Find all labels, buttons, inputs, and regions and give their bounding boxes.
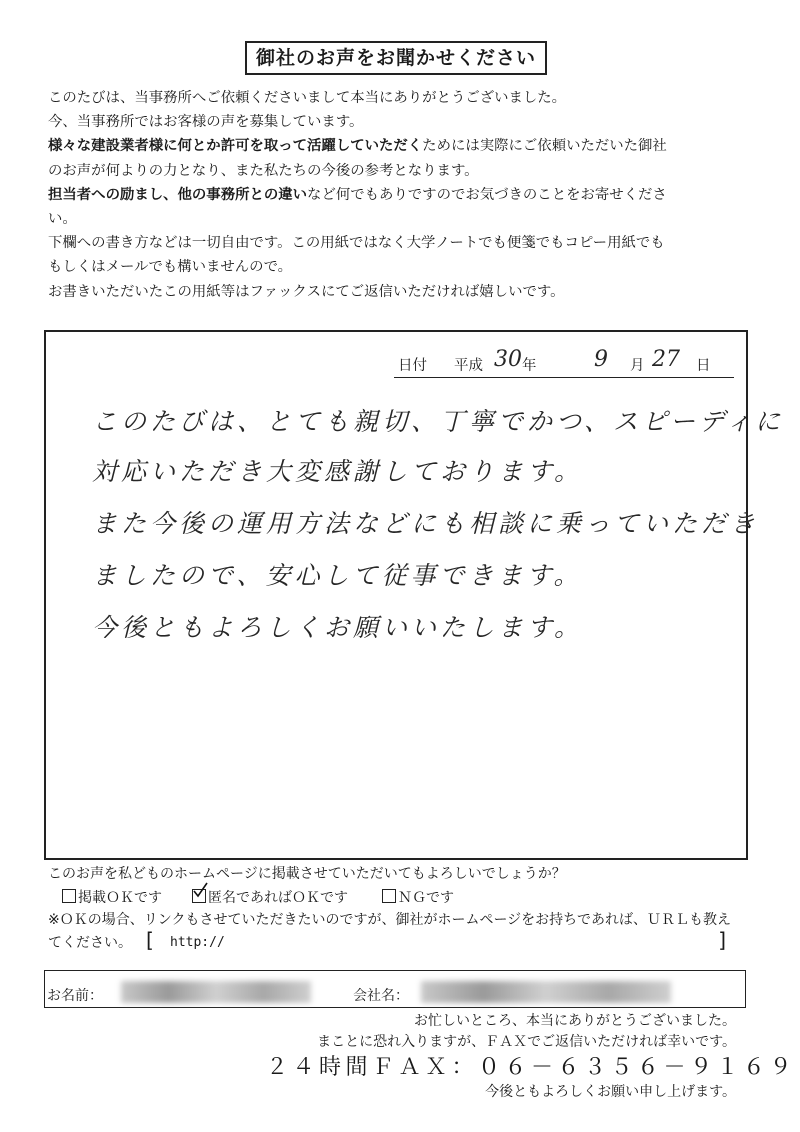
intro-line: い。 (48, 211, 77, 228)
footer-request: まことに恐れ入りますが、ＦＡＸでご返信いただければ幸いです。 (317, 1034, 736, 1050)
company-label: 会社名： (353, 988, 409, 1004)
date-year-unit: 年 (522, 358, 537, 374)
intro-line (48, 183, 760, 207)
intro-text (48, 86, 760, 304)
checkbox-publish-ok[interactable] (62, 889, 76, 903)
option-label: ＮＧです (398, 890, 454, 906)
date-label: 日付 (398, 358, 427, 374)
date-era: 平成 (454, 358, 483, 374)
option-ng[interactable] (382, 887, 454, 909)
checkbox-anonymous-ok[interactable] (192, 889, 206, 903)
intro-text-rest: など何でもありですのでお気づきのことをお寄せくださ (307, 186, 667, 203)
company-redacted[interactable] (421, 981, 671, 1003)
handwritten-line: ましたので、安心して従事できます。 (92, 561, 583, 590)
checkbox-ng[interactable] (382, 889, 396, 903)
intro-line: もしくはメールでも構いませんので。 (48, 259, 293, 276)
intro-text-rest: ためには実際にご依頼いただいた御社 (422, 138, 667, 155)
fax-number: ２４時間ＦＡＸ：０６－６３５６－９１６９ (266, 1055, 797, 1080)
date-month-value: 9 (594, 347, 608, 372)
link-note: ※ＯＫの場合、リンクもさせていただきたいのですが、御社がホームページをお持ちであれば、ＵＲＬも教え (48, 912, 732, 928)
page-title: 御社のお声をお聞かせください (245, 41, 547, 75)
option-publish-ok[interactable] (62, 887, 162, 909)
date-day-value: 27 (652, 347, 680, 372)
option-label: 匿名であればＯＫです (208, 890, 348, 906)
bracket-left-icon: [ (146, 928, 154, 952)
intro-line: 下欄への書き方などは一切自由です。この用紙ではなく大学ノートでも便箋でもコピー用紙でも (48, 235, 665, 252)
date-row (394, 347, 734, 378)
intro-line: 今、当事務所ではお客様の声を募集しています。 (48, 114, 364, 131)
intro-line: のお声が何よりの力となり、また私たちの今後の参考となります。 (48, 162, 479, 179)
handwritten-line: このたびは、とても親切、丁寧でかつ、スピーディに (92, 407, 785, 436)
handwritten-line: 対応いただき大変感謝しております。 (92, 457, 584, 486)
option-anonymous-ok[interactable] (192, 887, 348, 909)
intro-line: お書きいただいたこの用紙等はファックスにてご返信いただければ嬉しいです。 (48, 283, 565, 300)
url-prefix: http:// (170, 935, 225, 950)
handwritten-line: 今後ともよろしくお願いいたします。 (92, 613, 584, 642)
date-day-unit: 日 (696, 358, 711, 374)
consent-question: このお声を私どものホームページに掲載させていただいてもよろしいでしょうか？ (48, 866, 566, 882)
url-field[interactable] (146, 928, 726, 956)
intro-line: このたびは、当事務所へご依頼くださいまして本当にありがとうございました。 (48, 90, 567, 106)
date-year-value: 30 (494, 347, 522, 372)
link-note: てください。 (48, 935, 132, 951)
intro-emphasis: 様々な建設業者様に何とか許可を取って活躍していただく (48, 138, 423, 155)
intro-line (48, 134, 760, 158)
option-label: 掲載ＯＫです (78, 890, 162, 906)
intro-emphasis: 担当者への励まし、他の事務所との違い (48, 186, 308, 203)
checkmark-icon (191, 882, 209, 900)
name-redacted[interactable] (121, 981, 311, 1003)
footer-thanks: お忙しいところ、本当にありがとうございました。 (414, 1013, 736, 1029)
date-month-unit: 月 (630, 358, 645, 374)
handwritten-line: また今後の運用方法などにも相談に乗っていただき (92, 509, 760, 538)
name-label: お名前： (47, 988, 103, 1004)
footer-closing: 今後ともよろしくお願い申し上げます。 (485, 1084, 736, 1100)
bracket-right-icon: ] (718, 928, 726, 952)
name-company-row (44, 970, 746, 1008)
